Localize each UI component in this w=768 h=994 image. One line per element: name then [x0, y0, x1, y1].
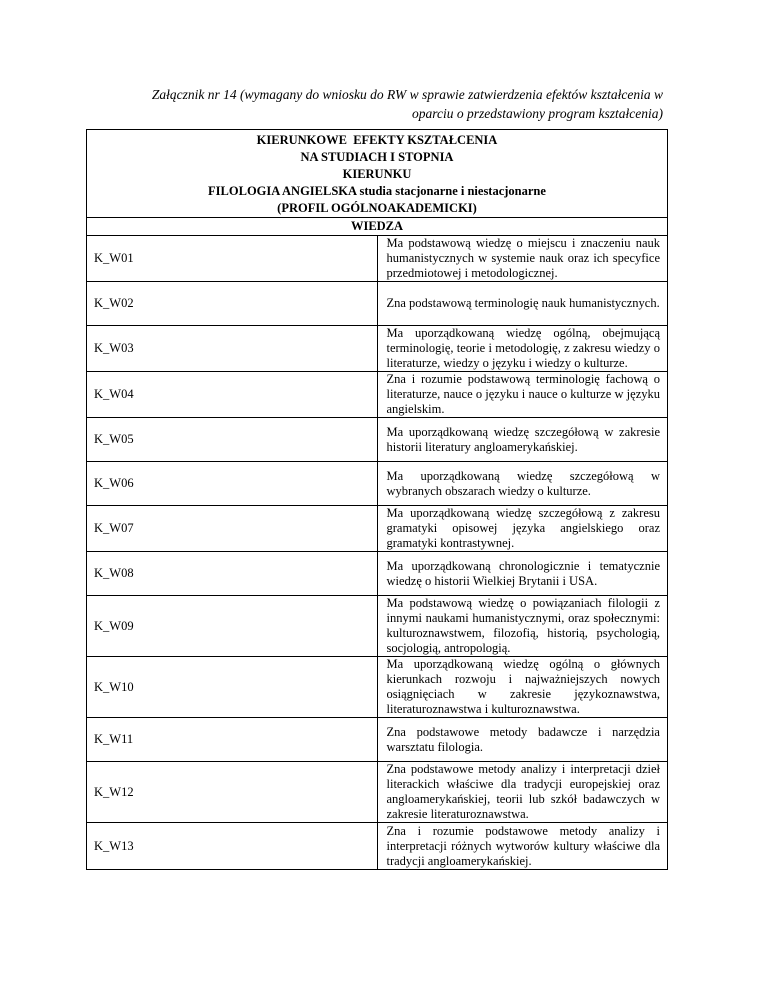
effect-code: K_W03 — [87, 326, 378, 372]
table-row — [87, 552, 668, 596]
effect-description: Ma uporządkowaną wiedzę szczegółową w zakresie historii literatury angloamerykańskiej. — [377, 418, 668, 462]
effect-code: K_W02 — [87, 282, 378, 326]
table-row — [87, 282, 668, 326]
table-row — [87, 418, 668, 462]
effect-description: Ma uporządkowaną wiedzę ogólną, obejmującą terminologię, teorie i metodologię, z zakresu wiedzy o literaturze, wiedzy o języku i wiedzy o kulturze. — [377, 326, 668, 372]
effect-code: K_W09 — [87, 596, 378, 657]
effect-description: Zna i rozumie podstawową terminologię fachową o literaturze, nauce o języku i nauce o kulturze w języku angielskim. — [377, 372, 668, 418]
effect-description: Ma podstawową wiedzę o miejscu i znaczeniu nauk humanistycznych w systemie nauk oraz ich specyfice przedmiotowej i metodologicznej. — [377, 236, 668, 282]
table-row — [87, 236, 668, 282]
learning-outcomes-table — [86, 129, 668, 870]
effect-code: K_W04 — [87, 372, 378, 418]
effect-code: K_W05 — [87, 418, 378, 462]
effect-code: K_W11 — [87, 718, 378, 762]
annex-note: Załącznik nr 14 (wymagany do wniosku do RW w sprawie zatwierdzenia efektów kształcenia w oparciu o przedstawiony program kształcenia) — [151, 87, 663, 121]
effect-description: Zna podstawowe metody badawcze i narzędzia warsztatu filologia. — [377, 718, 668, 762]
effect-code: K_W13 — [87, 823, 378, 870]
effect-description: Zna podstawowe metody analizy i interpretacji dzieł literackich właściwe dla tradycji europejskiej oraz angloamerykańskiej, teorii lub szkół badawczych w zakresie literaturoznawstwa. — [377, 762, 668, 823]
effect-description: Ma uporządkowaną wiedzę ogólną o głównych kierunkach rozwoju i najważniejszych nowych osiągnięciach w zakresie językoznawstwa, literaturoznawstwa i kulturoznawstwa. — [377, 657, 668, 718]
effect-code: K_W08 — [87, 552, 378, 596]
table-row — [87, 596, 668, 657]
effect-code: K_W10 — [87, 657, 378, 718]
effect-code: K_W06 — [87, 462, 378, 506]
header-program: FILOLOGIA ANGIELSKA studia stacjonarne i niestacjonarne — [208, 184, 546, 198]
effect-description: Ma uporządkowaną wiedzę szczegółową w wybranych obszarach wiedzy o kulturze. — [377, 462, 668, 506]
section-row — [87, 218, 668, 236]
header-level: NA STUDIACH I STOPNIA — [300, 150, 454, 164]
table-row — [87, 462, 668, 506]
section-title: WIEDZA — [87, 218, 668, 236]
table-row — [87, 372, 668, 418]
table-row — [87, 657, 668, 718]
header-profile: (PROFIL OGÓLNOAKADEMICKI) — [277, 201, 477, 215]
table-row — [87, 326, 668, 372]
table-row — [87, 506, 668, 552]
table-header-row — [87, 130, 668, 218]
effect-description: Zna i rozumie podstawowe metody analizy i interpretacji różnych wytworów kultury właściwe dla tradycji angloamerykańskiej. — [377, 823, 668, 870]
effect-description: Zna podstawową terminologię nauk humanistycznych. — [377, 282, 668, 326]
table-row — [87, 823, 668, 870]
header-title: KIERUNKOWE EFEKTY KSZTAŁCENIA — [256, 133, 498, 147]
effect-code: K_W12 — [87, 762, 378, 823]
effect-code: K_W07 — [87, 506, 378, 552]
table-row — [87, 762, 668, 823]
table-header — [87, 130, 668, 218]
effect-code: K_W01 — [87, 236, 378, 282]
effect-description: Ma podstawową wiedzę o powiązaniach filologii z innymi naukami humanistycznymi, oraz społecznymi: kulturoznawstwem, filozofią, historią, psychologią, socjologią, antropologią. — [377, 596, 668, 657]
table-row — [87, 718, 668, 762]
effect-description: Ma uporządkowaną wiedzę szczegółową z zakresu gramatyki opisowej języka angielskiego oraz gramatyki kontrastywnej. — [377, 506, 668, 552]
header-kierunku: KIERUNKU — [342, 167, 412, 181]
effect-description: Ma uporządkowaną chronologicznie i tematycznie wiedzę o historii Wielkiej Brytanii i USA. — [377, 552, 668, 596]
